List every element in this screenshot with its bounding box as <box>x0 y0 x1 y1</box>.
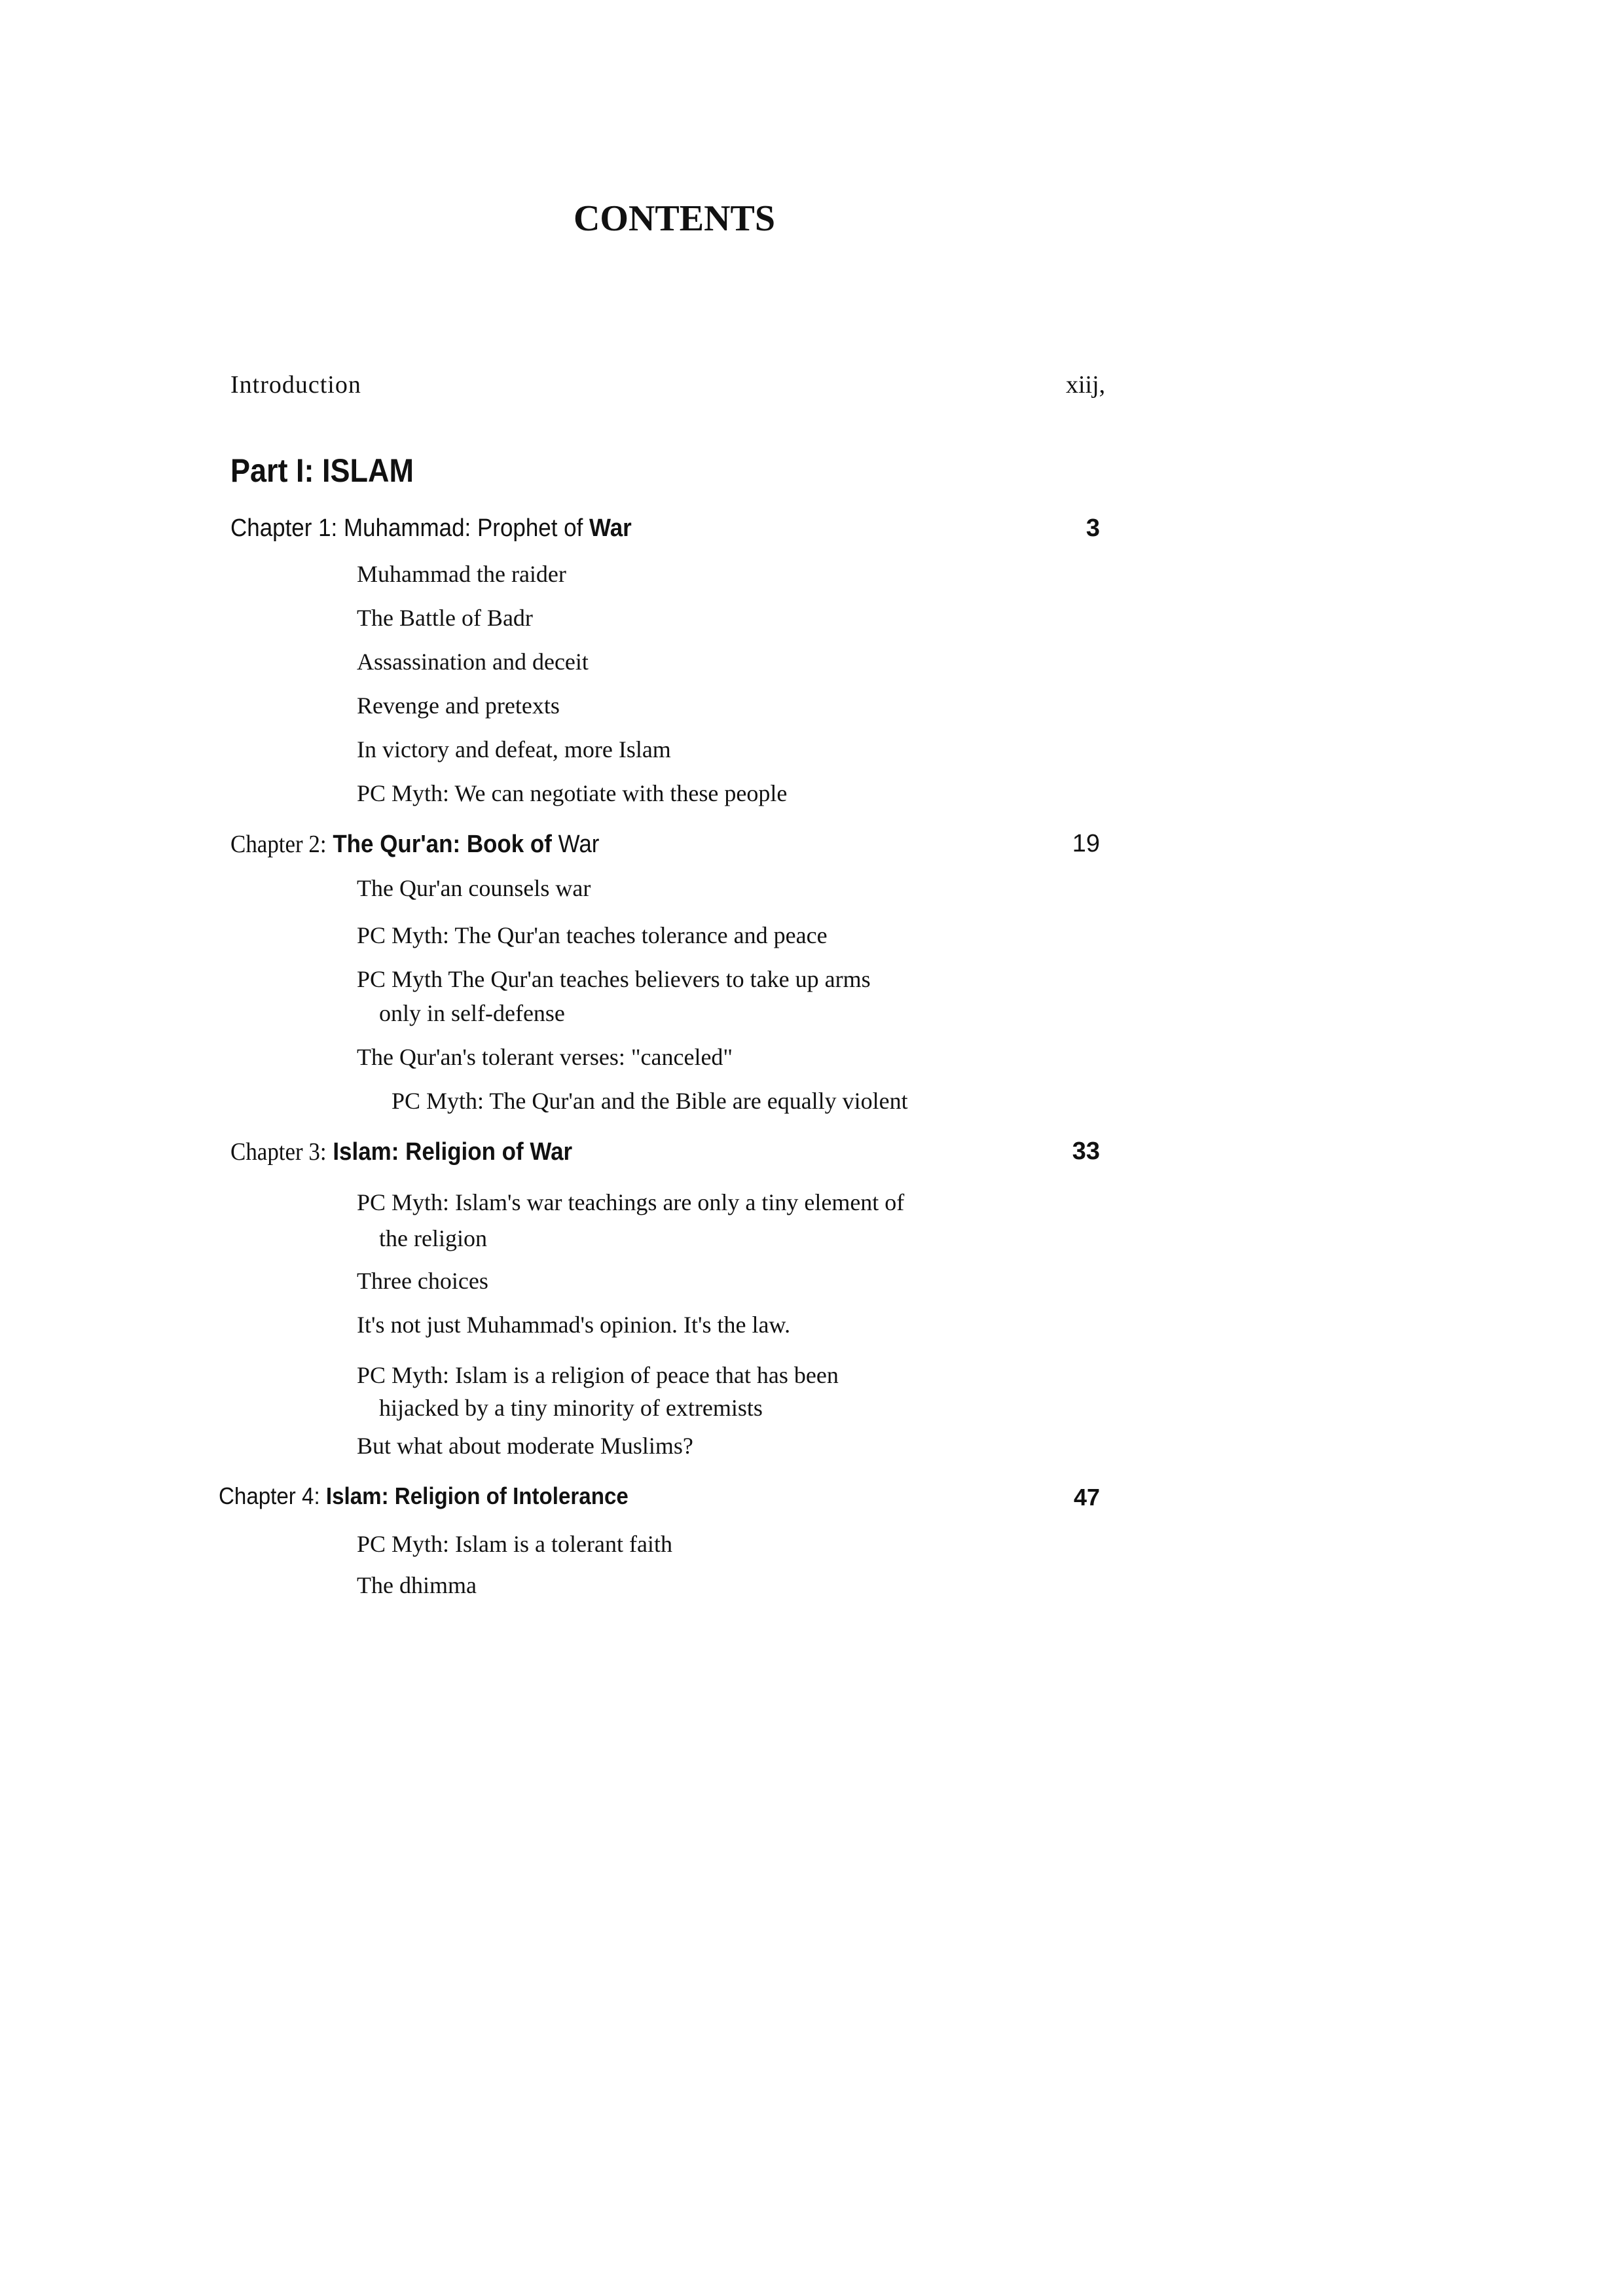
chapter-1-prefix: Chapter 1: <box>230 514 338 542</box>
chapter-4-prefix: Chapter 4: <box>219 1482 320 1509</box>
toc-item[interactable]: The dhimma <box>357 1572 477 1598</box>
toc-item-line: PC Myth: Islam is a religion of peace that has been <box>357 1362 839 1388</box>
toc-item[interactable]: Three choices <box>357 1268 488 1294</box>
chapter-3-prefix: Chapter 3: <box>230 1138 327 1166</box>
chapter-1-title: Muhammad: Prophet of <box>343 514 583 542</box>
toc-item-wrapped[interactable] <box>357 1359 839 1424</box>
toc-item[interactable]: Muhammad the raider <box>357 561 566 587</box>
toc-item[interactable]: In victory and defeat, more Islam <box>357 736 671 762</box>
chapter-4-title-bold: Islam: Religion of Intolerance <box>325 1482 629 1509</box>
chapter-4-page: 47 <box>1073 1484 1100 1511</box>
toc-item-line: hijacked by a tiny minority of extremists <box>379 1395 763 1421</box>
chapter-4-heading[interactable] <box>219 1482 629 1510</box>
toc-item-line: the religion <box>379 1225 487 1251</box>
toc-item[interactable]: Assassination and deceit <box>357 649 589 675</box>
toc-item[interactable]: The Battle of Badr <box>357 605 533 631</box>
toc-item[interactable]: PC Myth: The Qur'an and the Bible are equally violent <box>392 1088 908 1114</box>
toc-item[interactable]: PC Myth: The Qur'an teaches tolerance and peace <box>357 922 828 948</box>
chapter-1-title-bold: War <box>589 514 632 542</box>
chapter-3-title-bold: Islam: Religion of War <box>333 1138 573 1166</box>
chapter-1-page: 3 <box>1085 514 1100 542</box>
toc-item[interactable]: PC Myth: We can negotiate with these people <box>357 780 788 806</box>
chapter-2-title-bold: The Qur'an: Book of <box>333 831 552 858</box>
page-title: CONTENTS <box>573 198 776 239</box>
chapter-2-page: 19 <box>1072 830 1100 857</box>
chapter-2-heading[interactable] <box>230 830 599 859</box>
toc-item[interactable]: It's not just Muhammad's opinion. It's the law. <box>357 1312 791 1338</box>
toc-item-line: PC Myth The Qur'an teaches believers to take up arms <box>357 966 871 992</box>
toc-introduction-page: xiij, <box>1066 371 1106 399</box>
chapter-3-heading[interactable] <box>230 1138 572 1166</box>
toc-item[interactable]: Revenge and pretexts <box>357 692 560 719</box>
toc-item[interactable]: The Qur'an counsels war <box>357 875 591 901</box>
chapter-2-prefix: Chapter 2: <box>230 831 327 858</box>
toc-item[interactable]: PC Myth: Islam is a tolerant faith <box>357 1531 672 1557</box>
toc-item-wrapped[interactable] <box>357 1185 904 1257</box>
toc-item[interactable]: The Qur'an's tolerant verses: "canceled" <box>357 1044 733 1070</box>
toc-item-line: PC Myth: Islam's war teachings are only a tiny element of <box>357 1189 905 1215</box>
chapter-3-page: 33 <box>1072 1138 1100 1165</box>
chapter-1-heading[interactable] <box>230 514 632 543</box>
toc-item-wrapped[interactable] <box>357 962 871 1030</box>
chapter-2-title: War <box>558 831 600 858</box>
toc-item-line: only in self-defense <box>379 1000 565 1026</box>
toc-item[interactable]: But what about moderate Muslims? <box>357 1433 693 1459</box>
toc-introduction-label[interactable]: Introduction <box>230 371 361 399</box>
part-heading: Part I: ISLAM <box>230 452 414 489</box>
